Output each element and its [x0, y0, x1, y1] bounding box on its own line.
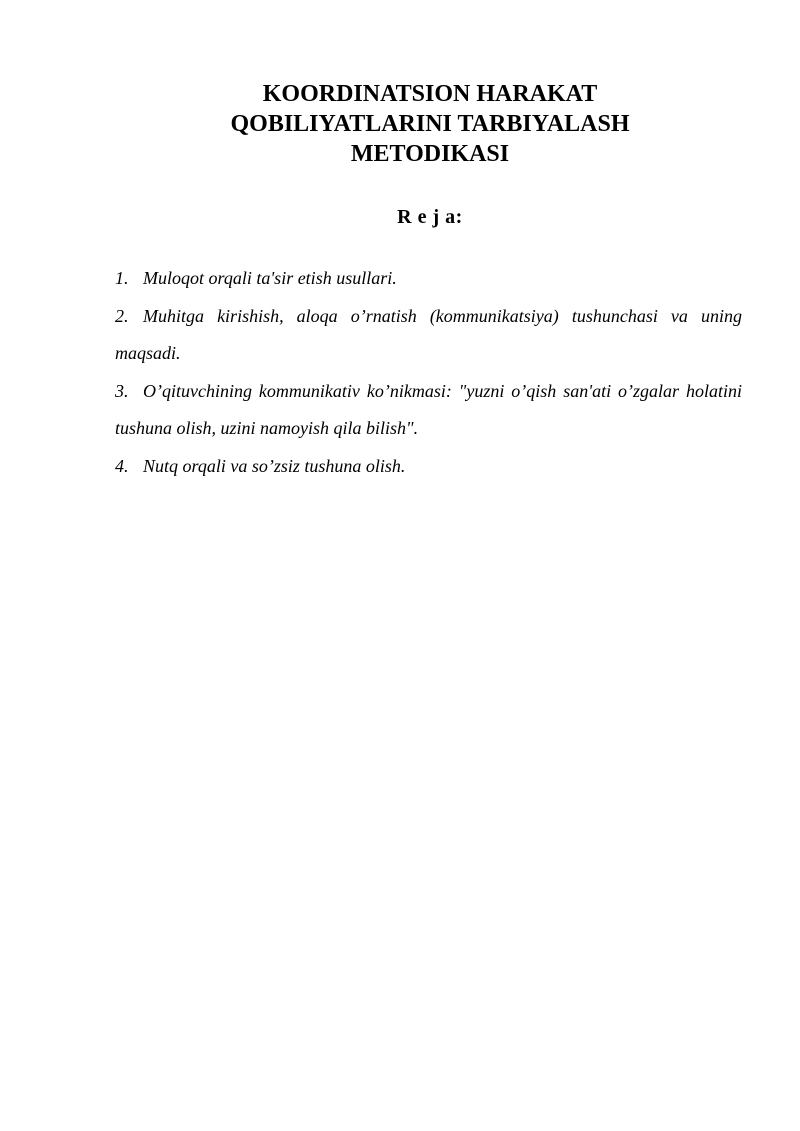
plan-item-1	[115, 260, 742, 298]
document-title	[180, 79, 680, 169]
plan-item-3	[115, 373, 742, 448]
plan-item-number: 3.	[115, 380, 129, 401]
plan-item-text: Muloqot orqali ta'sir etish usullari.	[143, 268, 397, 288]
plan-item-number: 4.	[115, 455, 129, 476]
title-line-3: METODIKASI	[350, 141, 510, 167]
plan-item-number: 1.	[115, 268, 129, 288]
plan-item-number: 2.	[115, 305, 129, 326]
plan-item-text: Nutq orqali va so’zsiz tushuna olish.	[143, 455, 406, 476]
plan-item-2	[115, 298, 742, 373]
plan-item-4	[115, 448, 742, 486]
plan-heading: R e j a:	[397, 206, 463, 228]
title-line-1: KOORDINATSION HARAKAT	[262, 81, 598, 107]
plan-item-text: Muhitga kirishish, aloqa o’rnatish (kommunikatsiya) tushunchasi va uning maqsadi.	[115, 305, 742, 363]
plan-list	[115, 260, 742, 485]
plan-item-text: O’qituvchining kommunikativ ko’nikmasi: "yuzni o’qish san'ati o’zgalar holatini tushuna olish, uzini namoyish qila bilish".	[115, 380, 742, 438]
title-line-2: QOBILIYATLARINI TARBIYALASH	[230, 111, 630, 137]
